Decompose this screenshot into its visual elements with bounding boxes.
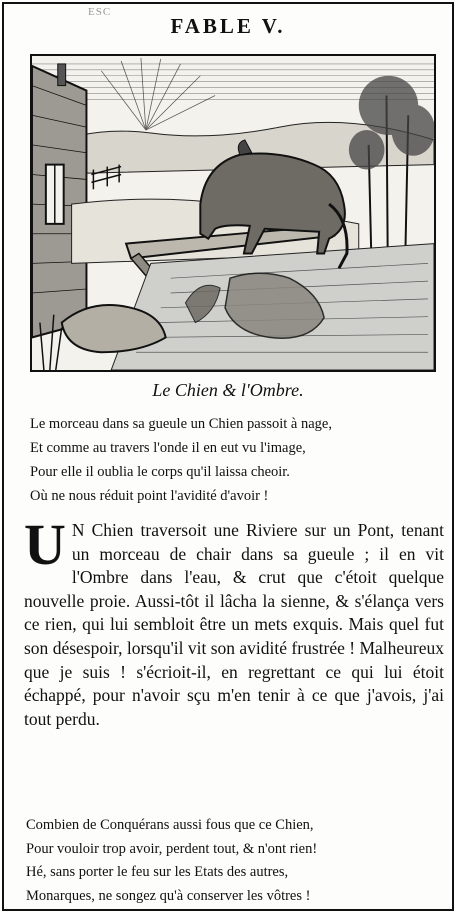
corner-mark: ESC bbox=[88, 6, 112, 18]
drop-cap: U bbox=[24, 512, 66, 577]
verse-line: Et comme au travers l'onde il en eut vu l'image, bbox=[30, 440, 306, 456]
verse-epigraph bbox=[30, 412, 440, 508]
fable-prose bbox=[24, 512, 444, 731]
moral-verse bbox=[26, 814, 446, 908]
dog-and-shadow-engraving bbox=[32, 56, 434, 370]
fable-title: FABLE V. bbox=[170, 14, 286, 38]
illustration-caption: Le Chien & l'Ombre. bbox=[152, 380, 304, 400]
book-page bbox=[2, 2, 454, 911]
verse-line: Pour elle il oublia le corps qu'il laissa cheoir. bbox=[30, 464, 290, 480]
moral-line: Hé, sans porter le feu sur les Etats des autres, bbox=[26, 864, 289, 880]
moral-line: Combien de Conquérans aussi fous que ce Chien, bbox=[26, 817, 314, 833]
verse-line: Le morceau dans sa gueule un Chien passoit à nage, bbox=[30, 416, 332, 432]
woodcut-illustration bbox=[30, 54, 436, 372]
verse-line: Où ne nous réduit point l'avidité d'avoir ! bbox=[30, 488, 269, 504]
moral-line: Monarques, ne songez qu'à conserver les vôtres ! bbox=[26, 887, 311, 904]
moral-line: Pour vouloir trop avoir, perdent tout, & n'ont rien! bbox=[26, 840, 318, 857]
prose-text: N Chien traversoit une Riviere sur un Pont, tenant un morceau de chair dans sa gueule ; il en vit l'Ombre dans l'eau, & crut que c'étoit quelque nouvelle proie. Aussi-tôt il lâcha la sienne, & s'élança vers ce rien, qui lui sembloit être un mets exquis. Mais quel fut son désespoir, lorsqu'il vit son avidité frustrée ! Malheureux que je suis ! s'écrioit-il, en regrettant ce qui lui étoit échappé, pour n'avoir sçu m'en tenir à ce que j'avois, j'ai tout perdu. bbox=[24, 520, 444, 729]
